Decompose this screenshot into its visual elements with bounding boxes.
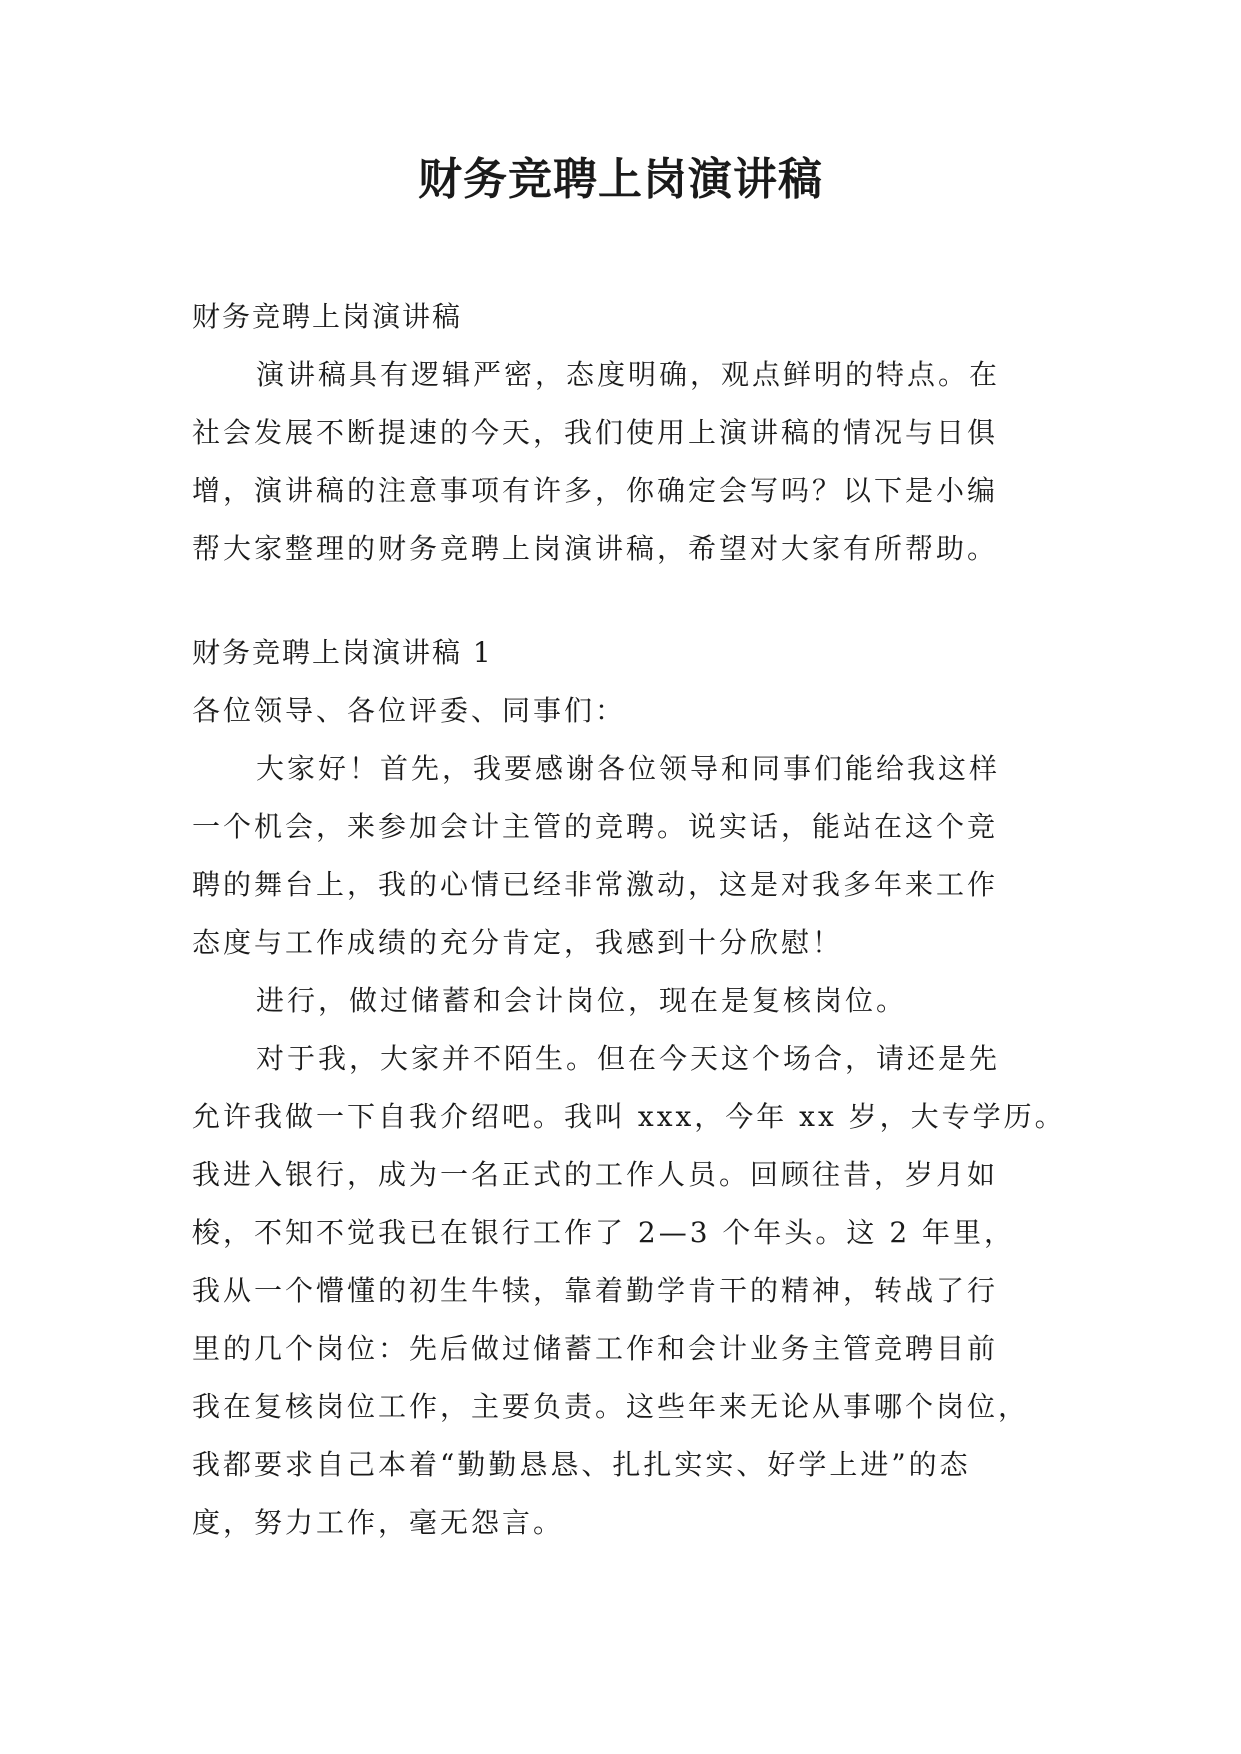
paragraph-line: 聘的舞台上，我的心情已经非常激动，这是对我多年来工作 [192, 868, 999, 901]
paragraph-line: 我在复核岗位工作，主要负责。这些年来无论从事哪个岗位， [192, 1390, 1030, 1423]
paragraph-line: 允许我做一下自我介绍吧。我叫 xxx，今年 xx 岁，大专学历。 [192, 1100, 1066, 1133]
paragraph-line: 我从一个懵懂的初生牛犊，靠着勤学肯干的精神，转战了行 [192, 1274, 999, 1307]
paragraph-line: 对于我，大家并不陌生。但在今天这个场合，请还是先 [256, 1042, 1001, 1075]
paragraph-line: 我都要求自己本着“勤勤恳恳、扎扎实实、好学上进”的态 [192, 1448, 971, 1481]
paragraph-line: 梭，不知不觉我已在银行工作了 2—3 个年头。这 2 年里， [192, 1216, 1016, 1249]
intro-line: 帮大家整理的财务竞聘上岗演讲稿，希望对大家有所帮助。 [192, 532, 999, 565]
salutation: 各位领导、各位评委、同事们： [192, 694, 627, 727]
section-heading: 财务竞聘上岗演讲稿 1 [192, 636, 493, 669]
subtitle: 财务竞聘上岗演讲稿 [192, 300, 463, 333]
paragraph-line: 进行，做过储蓄和会计岗位，现在是复核岗位。 [256, 984, 908, 1017]
document-title: 财务竞聘上岗演讲稿 [418, 154, 823, 205]
paragraph-line: 一个机会，来参加会计主管的竞聘。说实话，能站在这个竞 [192, 810, 999, 843]
section-gap [192, 578, 1062, 624]
paragraph-line: 度，努力工作，毫无怨言。 [192, 1506, 565, 1539]
paragraph-line: 我进入银行，成为一名正式的工作人员。回顾往昔，岁月如 [192, 1158, 999, 1191]
document-body [192, 288, 1066, 1552]
paragraph-line: 里的几个岗位：先后做过储蓄工作和会计业务主管竞聘目前 [192, 1332, 999, 1365]
paragraph-line: 大家好！首先，我要感谢各位领导和同事们能给我这样 [256, 752, 1001, 785]
intro-line: 演讲稿具有逻辑严密，态度明确，观点鲜明的特点。在 [256, 358, 1001, 391]
intro-line: 增，演讲稿的注意事项有许多，你确定会写吗？以下是小编 [192, 474, 999, 507]
paragraph-line: 态度与工作成绩的充分肯定，我感到十分欣慰！ [192, 926, 844, 959]
intro-line: 社会发展不断提速的今天，我们使用上演讲稿的情况与日俱 [192, 416, 999, 449]
